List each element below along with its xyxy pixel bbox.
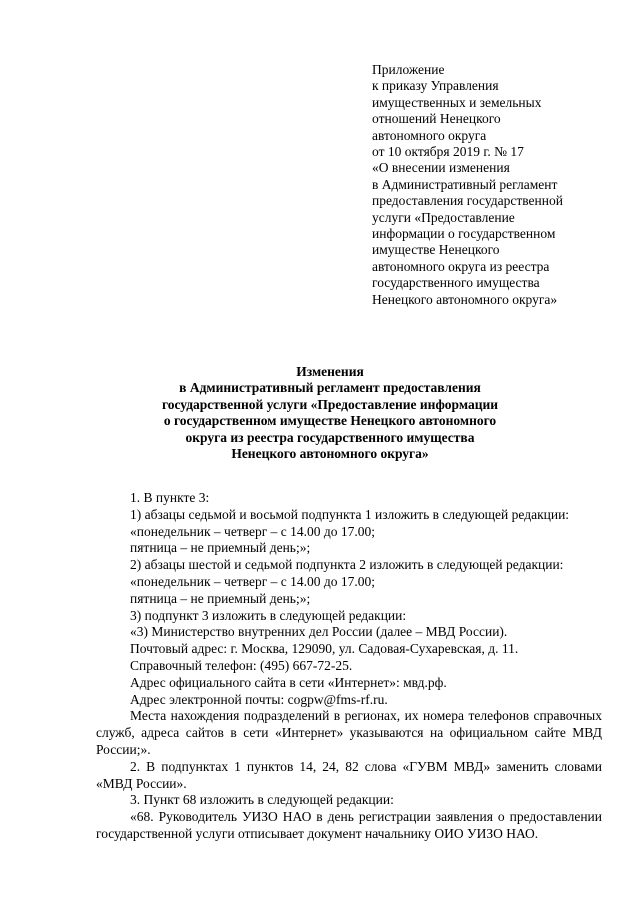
paragraph: Места нахождения подразделений в регионах, их номера телефонов справочных служб, адреса сайтов в сети «Интернет» указываются на официальном сайте МВД России;».	[96, 708, 602, 757]
document-title	[140, 364, 520, 462]
paragraph: «3) Министерство внутренних дел России (далее – МВД России).	[130, 624, 508, 640]
paragraph: пятница – не приемный день;»;	[130, 590, 311, 606]
appendix-line: Приложение	[372, 62, 445, 77]
paragraph: 1) абзацы седьмой и восьмой подпункта 1 изложить в следующей редакции:	[130, 506, 570, 522]
appendix-line: услуги «Предоставление	[372, 209, 515, 225]
paragraph: 1. В пункте 3:	[130, 490, 210, 505]
title-line: о государственном имуществе Ненецкого автономного	[163, 413, 497, 429]
appendix-line: к приказу Управления	[372, 78, 499, 94]
title-line: округа из реестра государственного имущества	[185, 429, 475, 445]
paragraph: 3) подпункт 3 изложить в следующей редакции:	[130, 607, 407, 623]
appendix-line: автономного округа	[372, 127, 487, 143]
paragraph: 3. Пункт 68 изложить в следующей редакции:	[130, 792, 394, 808]
document-body	[96, 490, 602, 843]
appendix-line: автономного округа из реестра	[372, 258, 550, 274]
paragraph: «понедельник – четверг – с 14.00 до 17.00;	[130, 523, 376, 539]
appendix-line: предоставления государственной	[372, 193, 563, 209]
appendix-header	[372, 62, 612, 308]
appendix-line: отношений Ненецкого	[372, 111, 501, 127]
appendix-line: от 10 октября 2019 г. № 17	[372, 144, 524, 160]
paragraph: 2. В подпунктах 1 пунктов 14, 24, 82 слова «ГУВМ МВД» заменить словами «МВД России».	[96, 758, 602, 791]
paragraph: Почтовый адрес: г. Москва, 129090, ул. Садовая-Сухаревская, д. 11.	[130, 641, 519, 657]
appendix-line: информации о государственном	[372, 226, 556, 242]
paragraph: пятница – не приемный день;»;	[130, 540, 311, 556]
paragraph: Адрес электронной почты: cogpw@fms-rf.ru.	[130, 691, 388, 707]
paragraph: Адрес официального сайта в сети «Интернет»: мвд.рф.	[130, 674, 447, 690]
appendix-line: «О внесении изменения	[372, 160, 510, 176]
appendix-line: имуществе Ненецкого	[372, 242, 500, 258]
appendix-line: Ненецкого автономного округа»	[372, 291, 558, 307]
title-line: в Административный регламент предоставления	[179, 380, 481, 396]
appendix-line: в Административный регламент	[372, 176, 558, 192]
title-line: Ненецкого автономного округа»	[231, 446, 429, 462]
title-line: государственной услуги «Предоставление информации	[161, 396, 499, 412]
paragraph: «понедельник – четверг – с 14.00 до 17.00;	[130, 573, 376, 589]
appendix-line: имущественных и земельных	[372, 94, 542, 110]
appendix-line: государственного имущества	[372, 275, 540, 291]
paragraph: Справочный телефон: (495) 667-72-25.	[130, 657, 353, 673]
paragraph: «68. Руководитель УИЗО НАО в день регистрации заявления о предоставлении государственной услуги отписывает документ начальнику ОИО УИЗО НАО.	[96, 809, 602, 841]
title-line: Изменения	[296, 364, 364, 379]
paragraph: 2) абзацы шестой и седьмой подпункта 2 изложить в следующей редакции:	[130, 557, 564, 573]
